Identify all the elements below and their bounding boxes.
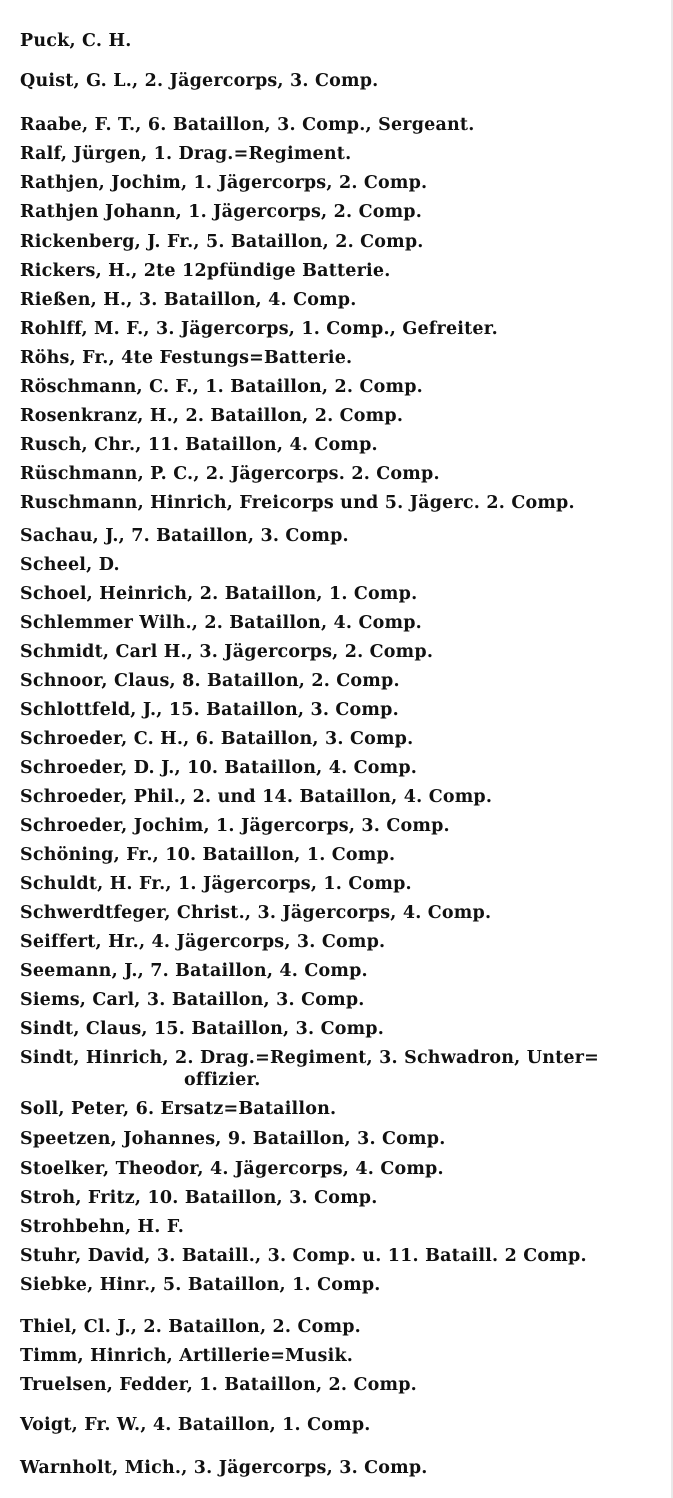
list-item: Seemann, J., 7. Bataillon, 4. Comp. bbox=[20, 961, 368, 981]
list-item: Voigt, Fr. W., 4. Bataillon, 1. Comp. bbox=[20, 1415, 371, 1435]
list-item: Schmidt, Carl H., 3. Jägercorps, 2. Comp. bbox=[20, 642, 434, 662]
list-item: Timm, Hinrich, Artillerie=Musik. bbox=[20, 1346, 354, 1366]
list-item: Sachau, J., 7. Bataillon, 3. Comp. bbox=[20, 526, 349, 546]
list-item: Schroeder, Phil., 2. und 14. Bataillon, 4. Comp. bbox=[20, 787, 493, 807]
entry-continuation: offizier. bbox=[184, 1070, 261, 1090]
list-item: Rickers, H., 2te 12pfündige Batterie. bbox=[20, 261, 391, 281]
list-item: Thiel, Cl. J., 2. Bataillon, 2. Comp. bbox=[20, 1317, 361, 1337]
list-item: Schroeder, C. H., 6. Bataillon, 3. Comp. bbox=[20, 729, 414, 749]
list-item: Schroeder, D. J., 10. Bataillon, 4. Comp. bbox=[20, 758, 418, 778]
list-item: Rohlff, M. F., 3. Jägercorps, 1. Comp., Gefreiter. bbox=[20, 319, 498, 339]
list-item: Schuldt, H. Fr., 1. Jägercorps, 1. Comp. bbox=[20, 874, 412, 894]
list-item: Rießen, H., 3. Bataillon, 4. Comp. bbox=[20, 290, 357, 310]
list-item: Strohbehn, H. F. bbox=[20, 1217, 185, 1237]
list-item: Schöning, Fr., 10. Bataillon, 1. Comp. bbox=[20, 845, 396, 865]
list-item: Schroeder, Jochim, 1. Jägercorps, 3. Comp. bbox=[20, 816, 450, 836]
list-item: Rüschmann, P. C., 2. Jägercorps. 2. Comp. bbox=[20, 464, 440, 484]
list-item: Siems, Carl, 3. Bataillon, 3. Comp. bbox=[20, 990, 365, 1010]
list-item: Schoel, Heinrich, 2. Bataillon, 1. Comp. bbox=[20, 584, 418, 604]
list-item: Rathjen Johann, 1. Jägercorps, 2. Comp. bbox=[20, 202, 423, 222]
list-item: Warnholt, Mich., 3. Jägercorps, 3. Comp. bbox=[20, 1458, 428, 1478]
list-item: Rickenberg, J. Fr., 5. Bataillon, 2. Comp. bbox=[20, 232, 424, 252]
list-item: Schlemmer Wilh., 2. Bataillon, 4. Comp. bbox=[20, 613, 422, 633]
list-item: Siebke, Hinr., 5. Bataillon, 1. Comp. bbox=[20, 1275, 381, 1295]
list-item: Truelsen, Fedder, 1. Bataillon, 2. Comp. bbox=[20, 1375, 417, 1395]
list-item: Raabe, F. T., 6. Bataillon, 3. Comp., Sergeant. bbox=[20, 115, 475, 135]
list-item: Schnoor, Claus, 8. Bataillon, 2. Comp. bbox=[20, 671, 400, 691]
list-item: Rathjen, Jochim, 1. Jägercorps, 2. Comp. bbox=[20, 173, 428, 193]
list-item: Seiffert, Hr., 4. Jägercorps, 3. Comp. bbox=[20, 932, 386, 952]
list-item: Ralf, Jürgen, 1. Drag.=Regiment. bbox=[20, 144, 352, 164]
list-item: Schlottfeld, J., 15. Bataillon, 3. Comp. bbox=[20, 700, 399, 720]
list-item: Speetzen, Johannes, 9. Bataillon, 3. Comp. bbox=[20, 1129, 446, 1149]
list-item: Röhs, Fr., 4te Festungs=Batterie. bbox=[20, 348, 353, 368]
list-item: Rosenkranz, H., 2. Bataillon, 2. Comp. bbox=[20, 406, 404, 426]
list-item: Quist, G. L., 2. Jägercorps, 3. Comp. bbox=[20, 71, 379, 91]
list-item: Stroh, Fritz, 10. Bataillon, 3. Comp. bbox=[20, 1188, 378, 1208]
list-item: Ruschmann, Hinrich, Freicorps und 5. Jägerc. 2. Comp. bbox=[20, 493, 575, 513]
list-item: Puck, C. H. bbox=[20, 31, 132, 51]
list-item: Soll, Peter, 6. Ersatz=Bataillon. bbox=[20, 1099, 337, 1119]
list-item: Röschmann, C. F., 1. Bataillon, 2. Comp. bbox=[20, 377, 423, 397]
list-item: Rusch, Chr., 11. Bataillon, 4. Comp. bbox=[20, 435, 378, 455]
list-item: Sindt, Claus, 15. Bataillon, 3. Comp. bbox=[20, 1019, 385, 1039]
list-item: Stuhr, David, 3. Bataill., 3. Comp. u. 11. Bataill. 2 Comp. bbox=[20, 1246, 587, 1266]
list-item: Scheel, D. bbox=[20, 555, 120, 575]
entry-first-line: Sindt, Hinrich, 2. Drag.=Regiment, 3. Schwadron, Unter= bbox=[20, 1048, 600, 1068]
list-item: Stoelker, Theodor, 4. Jägercorps, 4. Comp. bbox=[20, 1159, 444, 1179]
list-item: Schwerdtfeger, Christ., 3. Jägercorps, 4. Comp. bbox=[20, 903, 492, 923]
list-item bbox=[20, 1047, 599, 1091]
